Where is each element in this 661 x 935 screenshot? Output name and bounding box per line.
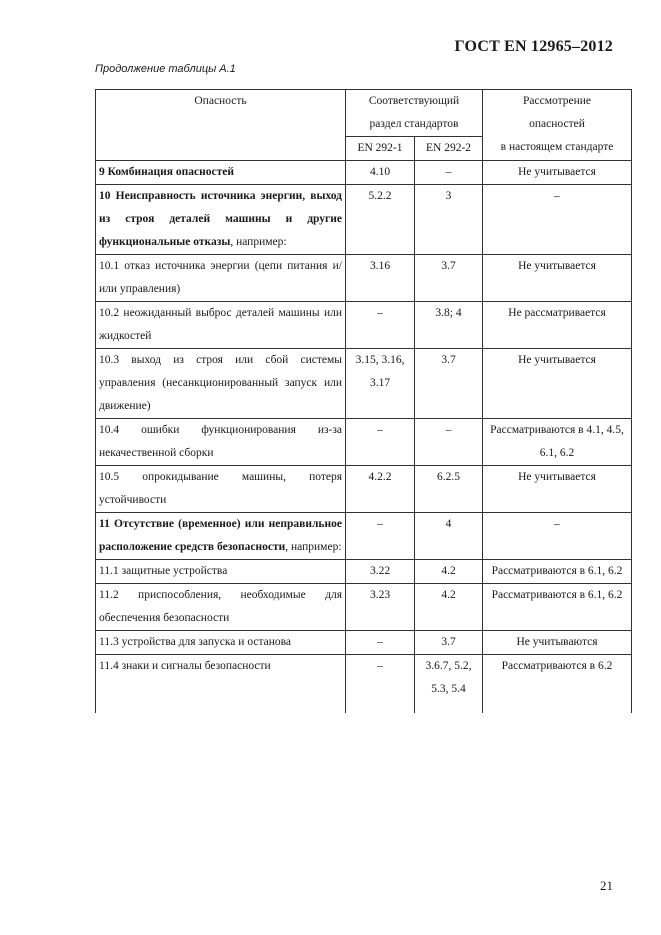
en292-2-cell: 6.2.5 xyxy=(415,466,483,513)
hazards-table xyxy=(95,89,632,713)
hazard-cell xyxy=(96,349,346,419)
page-number: 21 xyxy=(600,878,613,893)
hazard-cell xyxy=(96,419,346,466)
table-row xyxy=(96,631,632,655)
header-consideration xyxy=(483,90,632,161)
en292-2-cell: 3 xyxy=(415,185,483,255)
en292-2-cell: 4 xyxy=(415,513,483,560)
hazard-cell xyxy=(96,513,346,560)
hazard-group-title: 11 Отсутствие (временное) или неправильное расположение средств безопасности xyxy=(99,518,342,553)
en292-2-cell: 4.2 xyxy=(415,560,483,584)
consideration-cell: Не учитывается xyxy=(483,349,632,419)
table-row xyxy=(96,419,632,466)
hazard-text: 11.1 защитные устройства xyxy=(99,565,228,577)
hazard-group-title: 9 Комбинация опасностей xyxy=(99,166,234,178)
header-section-line1: Соответствующий xyxy=(368,95,460,107)
consideration-cell: Рассматриваются в 6.2 xyxy=(483,655,632,714)
hazard-text: 10.4 ошибки функционирования из-за некачественной сборки xyxy=(99,424,342,459)
consideration-cell: Рассматриваются в 4.1, 4.5, 6.1, 6.2 xyxy=(483,419,632,466)
en292-2-cell: 3.7 xyxy=(415,349,483,419)
hazard-cell xyxy=(96,631,346,655)
table-row xyxy=(96,302,632,349)
consideration-cell: Не рассматривается xyxy=(483,302,632,349)
en292-1-cell: – xyxy=(346,513,415,560)
header-consideration-line2: опасностей xyxy=(529,118,585,130)
consideration-cell: Не учитывается xyxy=(483,255,632,302)
header-consideration-line3: в настоящем стандарте xyxy=(500,141,614,153)
en292-1-cell: 3.23 xyxy=(346,584,415,631)
consideration-cell: Рассматриваются в 6.1, 6.2 xyxy=(483,560,632,584)
hazard-text: 10.1 отказ источника энергии (цепи питания и/или управления) xyxy=(99,260,342,295)
table-row xyxy=(96,466,632,513)
table-row xyxy=(96,560,632,584)
en292-2-cell: 3.8; 4 xyxy=(415,302,483,349)
header-en292-1: EN 292-1 xyxy=(346,137,415,161)
consideration-cell: Рассматриваются в 6.1, 6.2 xyxy=(483,584,632,631)
hazard-cell xyxy=(96,255,346,302)
hazard-text: 10.2 неожиданный выброс деталей машины или жидкостей xyxy=(99,307,342,342)
en292-2-cell: 3.7 xyxy=(415,255,483,302)
table-row xyxy=(96,161,632,185)
en292-1-cell: 4.10 xyxy=(346,161,415,185)
consideration-cell: Не учитываются xyxy=(483,631,632,655)
hazard-group-title: 10 Неисправность источника энергии, выход из строя деталей машины и другие функциональные отказы xyxy=(99,190,342,248)
en292-1-cell: 3.16 xyxy=(346,255,415,302)
en292-1-cell: – xyxy=(346,631,415,655)
hazard-text: 10.5 опрокидывание машины, потеря устойчивости xyxy=(99,471,342,506)
table-header-row xyxy=(96,90,632,137)
en292-1-cell: 3.22 xyxy=(346,560,415,584)
en292-2-cell: 4.2 xyxy=(415,584,483,631)
hazard-cell xyxy=(96,655,346,714)
en292-1-cell: – xyxy=(346,655,415,714)
table-row xyxy=(96,185,632,255)
hazard-text: , например: xyxy=(230,236,287,248)
hazard-text: 10.3 выход из строя или сбой системы управления (несанкционированный запуск или движение) xyxy=(99,354,342,412)
en292-1-cell: – xyxy=(346,419,415,466)
en292-1-cell: 3.15, 3.16, 3.17 xyxy=(346,349,415,419)
table-continuation-label: Продолжение таблицы А.1 xyxy=(95,63,236,75)
table-row xyxy=(96,349,632,419)
header-hazard: Опасность xyxy=(96,90,346,161)
hazard-cell xyxy=(96,185,346,255)
hazard-cell xyxy=(96,584,346,631)
en292-1-cell: – xyxy=(346,302,415,349)
table-row xyxy=(96,584,632,631)
en292-2-cell: – xyxy=(415,161,483,185)
consideration-cell: Не учитывается xyxy=(483,466,632,513)
consideration-cell: – xyxy=(483,185,632,255)
en292-2-cell: 3.7 xyxy=(415,631,483,655)
consideration-cell: Не учитывается xyxy=(483,161,632,185)
hazard-text: 11.2 приспособления, необходимые для обеспечения безопасности xyxy=(99,589,342,624)
hazard-text: 11.4 знаки и сигналы безопасности xyxy=(99,660,271,672)
table-row xyxy=(96,655,632,714)
en292-2-cell: 3.6.7, 5.2, 5.3, 5.4 xyxy=(415,655,483,714)
consideration-cell: – xyxy=(483,513,632,560)
header-section xyxy=(346,90,483,137)
table-row xyxy=(96,255,632,302)
header-consideration-line1: Рассмотрение xyxy=(523,95,592,107)
hazard-cell xyxy=(96,466,346,513)
document-code: ГОСТ EN 12965–2012 xyxy=(454,38,613,55)
hazard-cell xyxy=(96,161,346,185)
hazard-text: , например: xyxy=(285,541,342,553)
table-row xyxy=(96,513,632,560)
en292-2-cell: – xyxy=(415,419,483,466)
header-en292-2: EN 292-2 xyxy=(415,137,483,161)
en292-1-cell: 4.2.2 xyxy=(346,466,415,513)
hazard-cell xyxy=(96,560,346,584)
hazard-cell xyxy=(96,302,346,349)
en292-1-cell: 5.2.2 xyxy=(346,185,415,255)
hazard-text: 11.3 устройства для запуска и останова xyxy=(99,636,292,648)
header-section-line2: раздел стандартов xyxy=(369,118,459,130)
